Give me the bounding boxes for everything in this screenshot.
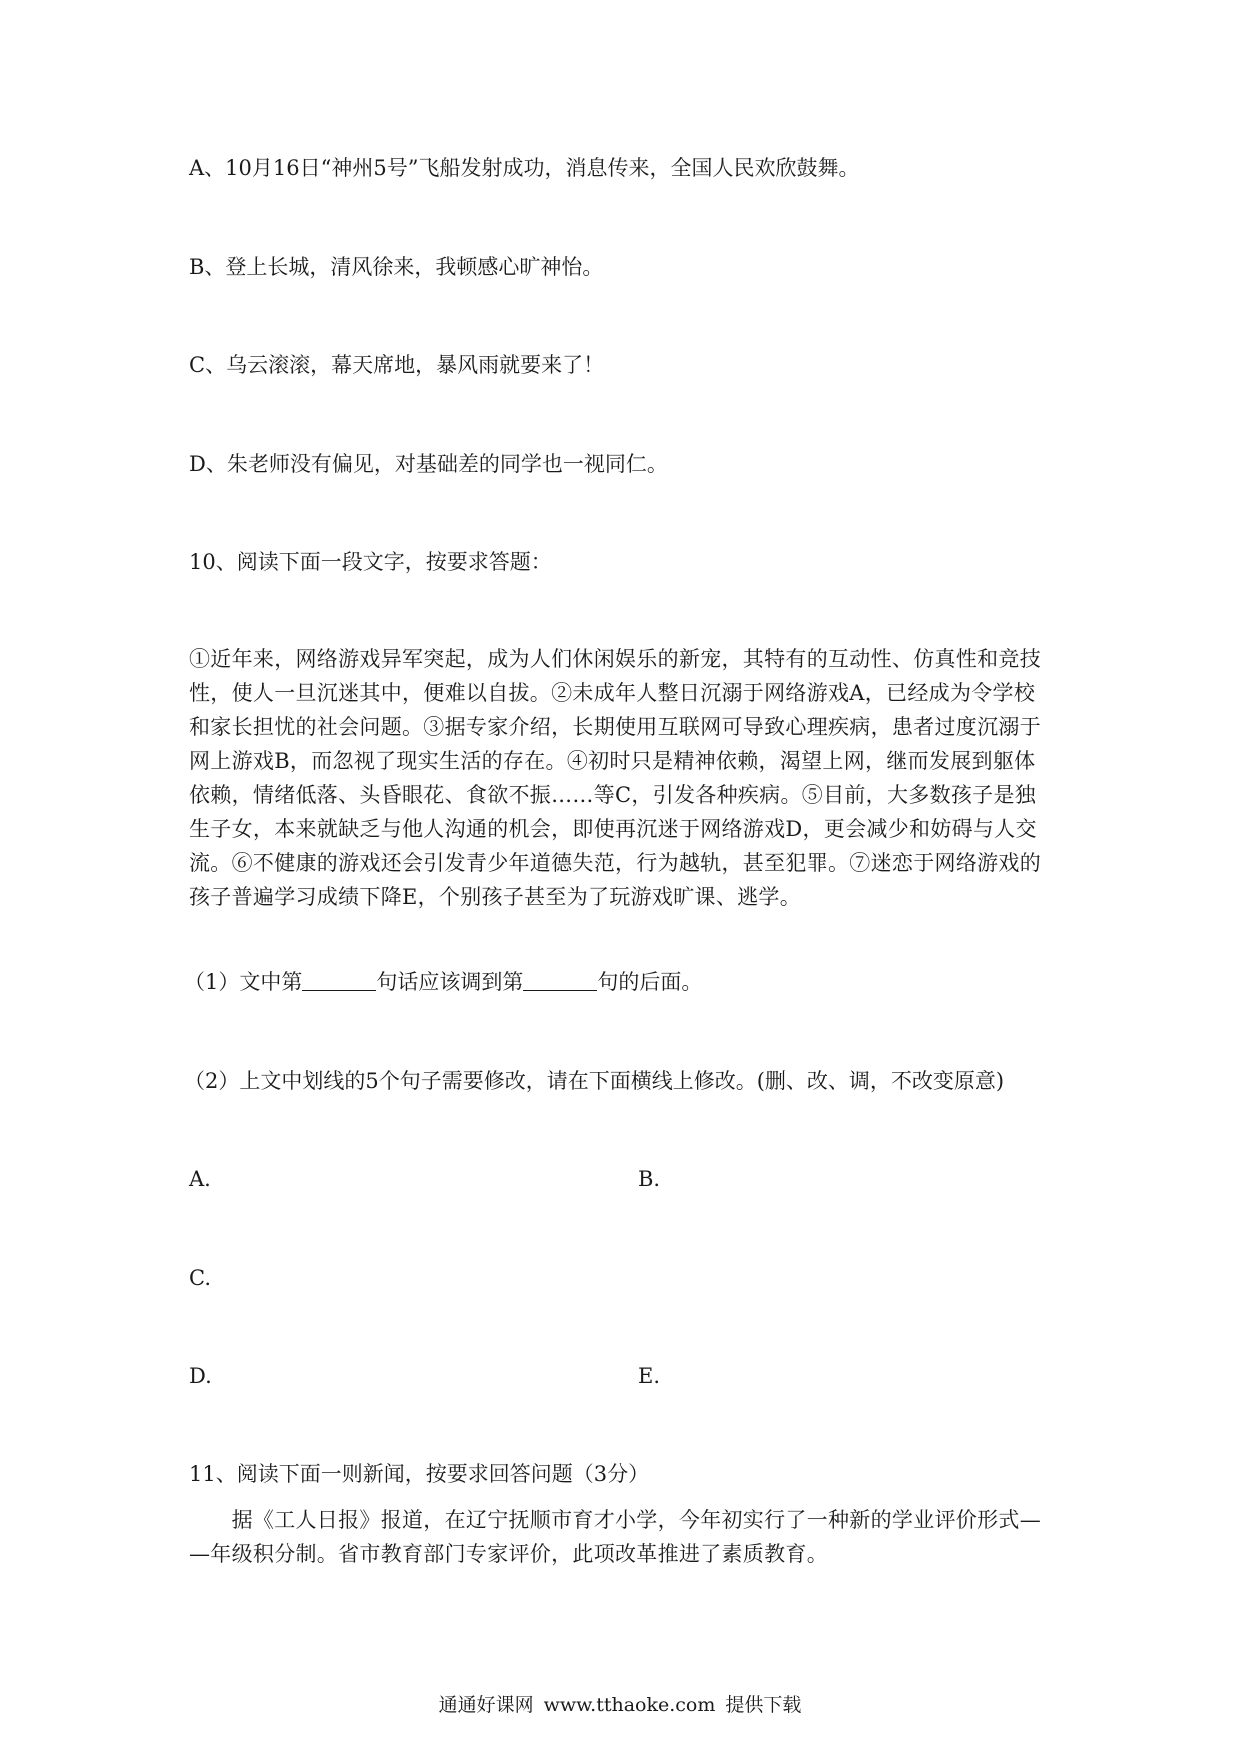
footer-site-name: 通通好课网	[438, 1694, 534, 1716]
question-10-title: 10、阅读下面一段文字，按要求答题：	[189, 550, 552, 574]
answer-label-a: A.	[189, 1167, 211, 1191]
passage-line: 和家长担忧的社会问题。③据专家介绍，长期使用互联网可导致心理疾病，患者过度沉溺于	[189, 715, 1041, 739]
sub1-text-3: 句的后面。	[597, 970, 703, 994]
sentence-blank-2[interactable]	[523, 968, 597, 991]
footer-url[interactable]: www.tthaoke.com	[543, 1694, 716, 1716]
passage-line: 性，使人一旦沉迷其中，便难以自拔。②未成年人整日沉溺于网络游戏A，已经成为令学校	[189, 681, 1036, 705]
passage-line: 孩子普遍学习成绩下降E，个别孩子甚至为了玩游戏旷课、逃学。	[189, 885, 802, 909]
sub1-text-1: （1）文中第	[184, 970, 303, 994]
answer-label-e: E.	[638, 1364, 661, 1388]
footer-suffix: 提供下载	[725, 1694, 802, 1716]
option-b: B、登上长城，清风徐来，我顿感心旷神怡。	[189, 255, 604, 279]
question-11-passage	[189, 1503, 1064, 1571]
passage-line: 流。⑥不健康的游戏还会引发青少年道德失范，行为越轨，甚至犯罪。⑦迷恋于网络游戏的	[189, 851, 1041, 875]
question-10-sub1	[184, 967, 702, 997]
option-c: C、乌云滚滚，幕天席地，暴风雨就要来了！	[189, 353, 605, 377]
passage-line: 生子女，本来就缺乏与他人沟通的机会，即使再沉迷于网络游戏D，更会减少和妨碍与人交	[189, 817, 1037, 841]
question-10-sub2: （2）上文中划线的5个句子需要修改，请在下面横线上修改。(删、改、调，不改变原意)	[184, 1069, 1005, 1093]
option-a: A、10月16日“神州5号”飞船发射成功，消息传来，全国人民欢欣鼓舞。	[189, 156, 860, 180]
answer-label-c: C.	[189, 1266, 211, 1290]
answer-label-b: B.	[638, 1167, 661, 1191]
page-footer	[0, 1692, 1240, 1718]
sentence-blank-1[interactable]	[302, 968, 376, 991]
passage-line: —年级积分制。省市教育部门专家评价，此项改革推进了素质教育。	[189, 1542, 828, 1566]
sub1-text-2: 句话应该调到第	[376, 970, 524, 994]
question-11-title: 11、阅读下面一则新闻，按要求回答问题（3分）	[189, 1462, 650, 1486]
answer-label-d: D.	[189, 1364, 212, 1388]
question-10-passage	[189, 642, 1064, 914]
passage-line: ①近年来，网络游戏异军突起，成为人们休闲娱乐的新宠，其特有的互动性、仿真性和竞技	[189, 647, 1041, 671]
passage-line: 依赖，情绪低落、头昏眼花、食欲不振……等C，引发各种疾病。⑤目前，大多数孩子是独	[189, 783, 1037, 807]
passage-line: 据《工人日报》报道，在辽宁抚顺市育才小学，今年初实行了一种新的学业评价形式—	[189, 1508, 1041, 1532]
option-d: D、朱老师没有偏见，对基础差的同学也一视同仁。	[189, 452, 668, 476]
passage-line: 网上游戏B，而忽视了现实生活的存在。④初时只是精神依赖，渴望上网，继而发展到躯体	[189, 749, 1036, 773]
